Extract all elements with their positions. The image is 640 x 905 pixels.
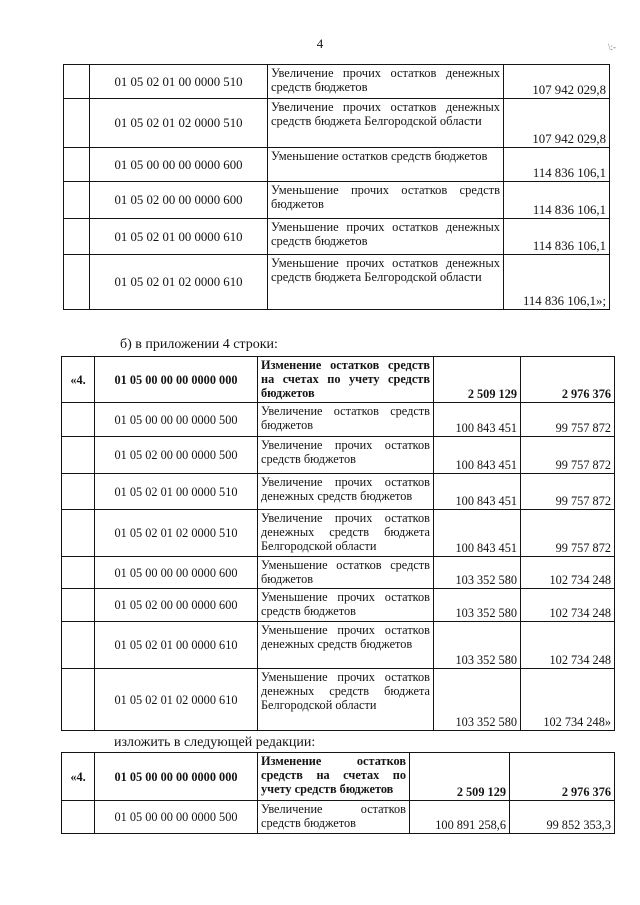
description-cell: Уменьшение прочих остатков средств бюджетов [258, 589, 434, 622]
table-row [62, 557, 615, 589]
description-cell: Увеличение остатков средств бюджетов [258, 801, 410, 834]
table-row [62, 510, 615, 557]
description-cell: Изменение остатков средств на счетах по учету средств бюджетов [258, 753, 410, 801]
value-2022-cell: 99 757 872 [521, 474, 615, 510]
amount-cell: 114 836 106,1 [504, 148, 610, 182]
table-row [64, 182, 610, 219]
value-2022-cell: 102 734 248 [521, 622, 615, 669]
code-cell: 01 05 02 01 00 0000 610 [90, 219, 268, 255]
value-2022-cell: 99 757 872 [521, 437, 615, 474]
table-row [62, 437, 615, 474]
description-cell: Уменьшение прочих остатков денежных средств бюджетов [258, 622, 434, 669]
value-2021-cell: 103 352 580 [434, 669, 521, 731]
code-cell: 01 05 02 00 00 0000 600 [90, 182, 268, 219]
table-row [62, 589, 615, 622]
code-cell: 01 05 02 01 00 0000 510 [90, 65, 268, 99]
value-2022-cell: 102 734 248 [521, 589, 615, 622]
value-2022-cell: 99 852 353,3 [510, 801, 615, 834]
table-header-row [62, 357, 615, 403]
paragraph-b: б) в приложении 4 строки: [120, 337, 278, 352]
row-number-cell [64, 219, 90, 255]
value-2022-cell: 2 976 376 [510, 753, 615, 801]
row-number-cell [62, 437, 95, 474]
amount-cell: 107 942 029,8 [504, 99, 610, 148]
table-row [64, 148, 610, 182]
value-2022-cell: 102 734 248» [521, 669, 615, 731]
description-cell: Уменьшение прочих остатков денежных средств бюджета Белгородской области [258, 669, 434, 731]
value-2021-cell: 103 352 580 [434, 622, 521, 669]
table-row [64, 99, 610, 148]
description-cell: Уменьшение прочих остатков денежных средств бюджетов [268, 219, 504, 255]
row-number-cell: «4. [62, 753, 95, 801]
description-cell: Увеличение прочих остатков денежных средств бюджета Белгородской области [258, 510, 434, 557]
row-number-cell [64, 255, 90, 310]
code-cell: 01 05 02 01 02 0000 510 [90, 99, 268, 148]
table-row [62, 801, 615, 834]
table-row [62, 474, 615, 510]
value-2022-cell: 99 757 872 [521, 510, 615, 557]
description-cell: Увеличение прочих остатков денежных средств бюджета Белгородской области [268, 99, 504, 148]
value-2021-cell: 2 509 129 [410, 753, 510, 801]
table-row [62, 669, 615, 731]
code-cell: 01 05 02 01 00 0000 610 [95, 622, 258, 669]
table-row [62, 622, 615, 669]
code-cell: 01 05 00 00 00 0000 600 [90, 148, 268, 182]
description-cell: Увеличение остатков средств бюджетов [258, 403, 434, 437]
code-cell: 01 05 02 01 02 0000 610 [90, 255, 268, 310]
code-cell: 01 05 00 00 00 0000 500 [95, 801, 258, 834]
code-cell: 01 05 00 00 00 0000 500 [95, 403, 258, 437]
code-cell: 01 05 00 00 00 0000 000 [95, 357, 258, 403]
description-cell: Увеличение прочих остатков денежных средств бюджетов [258, 474, 434, 510]
description-cell: Увеличение прочих остатков денежных средств бюджетов [268, 65, 504, 99]
description-cell: Изменение остатков средств на счетах по учету средств бюджетов [258, 357, 434, 403]
row-number-cell [62, 510, 95, 557]
row-number-cell [62, 801, 95, 834]
value-2021-cell: 100 891 258,6 [410, 801, 510, 834]
description-cell: Уменьшение остатков средств бюджетов [268, 148, 504, 182]
page-number: 4 [316, 36, 324, 51]
row-number-cell [64, 65, 90, 99]
table-row [64, 255, 610, 310]
code-cell: 01 05 00 00 00 0000 600 [95, 557, 258, 589]
scan-mark: \:- [608, 42, 616, 52]
table-row [62, 403, 615, 437]
amount-cell: 114 836 106,1»; [504, 255, 610, 310]
row-number-cell [62, 557, 95, 589]
description-cell: Уменьшение прочих остатков денежных средств бюджета Белгородской области [268, 255, 504, 310]
table-header-row [62, 753, 615, 801]
value-2021-cell: 103 352 580 [434, 557, 521, 589]
appendix-table-continuation [63, 64, 610, 310]
row-number-cell [62, 403, 95, 437]
row-number-cell [62, 589, 95, 622]
description-cell: Уменьшение остатков средств бюджетов [258, 557, 434, 589]
value-2021-cell: 100 843 451 [434, 437, 521, 474]
row-number-cell [62, 622, 95, 669]
appendix-4-old-rows-table [61, 356, 615, 731]
value-2021-cell: 2 509 129 [434, 357, 521, 403]
code-cell: 01 05 00 00 00 0000 000 [95, 753, 258, 801]
table-row [64, 219, 610, 255]
value-2021-cell: 100 843 451 [434, 403, 521, 437]
row-number-cell [62, 474, 95, 510]
amount-cell: 114 836 106,1 [504, 182, 610, 219]
table-row [64, 65, 610, 99]
code-cell: 01 05 02 01 00 0000 510 [95, 474, 258, 510]
appendix-4-new-rows-table [61, 752, 615, 834]
amount-cell: 114 836 106,1 [504, 219, 610, 255]
row-number-cell: «4. [62, 357, 95, 403]
row-number-cell [64, 182, 90, 219]
value-2022-cell: 102 734 248 [521, 557, 615, 589]
value-2021-cell: 103 352 580 [434, 589, 521, 622]
value-2022-cell: 2 976 376 [521, 357, 615, 403]
row-number-cell [64, 99, 90, 148]
code-cell: 01 05 02 01 02 0000 610 [95, 669, 258, 731]
amount-cell: 107 942 029,8 [504, 65, 610, 99]
value-2022-cell: 99 757 872 [521, 403, 615, 437]
code-cell: 01 05 02 00 00 0000 500 [95, 437, 258, 474]
code-cell: 01 05 02 01 02 0000 510 [95, 510, 258, 557]
value-2021-cell: 100 843 451 [434, 510, 521, 557]
row-number-cell [64, 148, 90, 182]
paragraph-c: изложить в следующей редакции: [114, 735, 316, 750]
code-cell: 01 05 02 00 00 0000 600 [95, 589, 258, 622]
value-2021-cell: 100 843 451 [434, 474, 521, 510]
row-number-cell [62, 669, 95, 731]
description-cell: Увеличение прочих остатков средств бюджетов [258, 437, 434, 474]
description-cell: Уменьшение прочих остатков средств бюджетов [268, 182, 504, 219]
